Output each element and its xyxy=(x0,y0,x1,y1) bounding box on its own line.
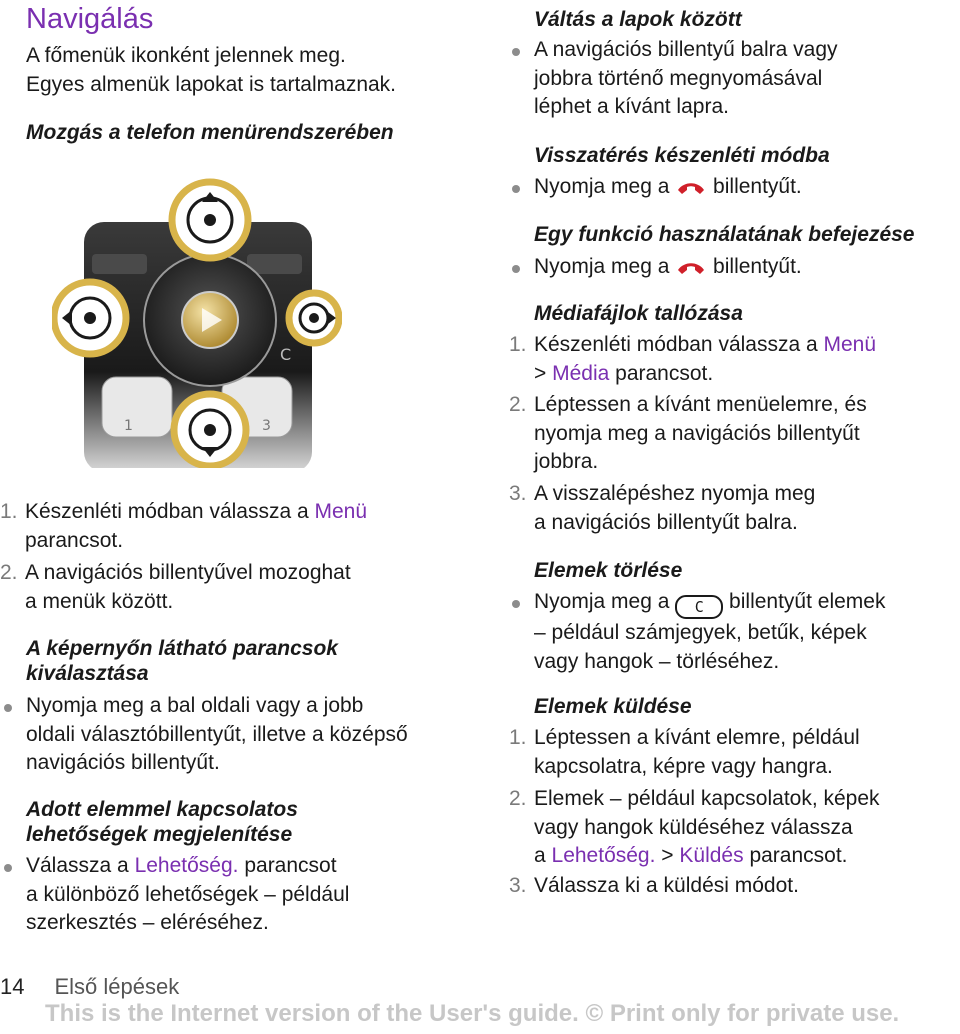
heading-send: Elemek küldése xyxy=(534,695,692,718)
watermark: This is the Internet version of the User's guide. © Print only for private use. xyxy=(45,1000,900,1027)
page-footer xyxy=(0,974,179,1000)
menu-step-1: 1. Készenléti módban válassza a Menü parancsot. xyxy=(0,500,368,552)
nav-right-button xyxy=(289,293,339,343)
svg-text:C: C xyxy=(280,345,292,364)
heading-media-browse: Médiafájlok tallózása xyxy=(534,302,743,325)
send-step-1: 1. Léptessen a kívánt elemre, például kapcsolatra, képre vagy hangra. xyxy=(509,726,860,778)
end-call-icon xyxy=(675,257,707,277)
options-link: Lehetőség. xyxy=(134,854,239,877)
phone-navigation-illustration xyxy=(52,172,342,468)
delete-bullet: Nyomja meg a C billentyűt elemek – például számjegyek, betűk, képek vagy hangok – törléséhez. xyxy=(509,588,885,676)
heading-menu-navigation: Mozgás a telefon menürendszerében xyxy=(26,121,394,144)
page-title: Navigálás xyxy=(26,3,154,35)
section-name: Első lépések xyxy=(54,974,180,999)
heading-end-function: Egy funkció használatának befejezése xyxy=(534,223,915,246)
end-call-icon xyxy=(675,177,707,197)
nav-down-button xyxy=(174,394,246,466)
heading-standby: Visszatérés készenléti módba xyxy=(534,144,830,167)
media-step-1: 1. Készenléti módban válassza a Menü > Média parancsot. xyxy=(509,333,877,385)
send-step-2: 2. Elemek – például kapcsolatok, képek vagy hangok küldéséhez válassza a Lehetőség. > Küldés parancsot. xyxy=(509,787,880,867)
intro-line-2: Egyes almenük lapokat is tartalmaznak. xyxy=(26,73,397,96)
select-bullet: Nyomja meg a bal oldali vagy a jobb oldali választóbillentyűt, illetve a középső navigációs billentyűt. xyxy=(1,692,408,778)
end-function-bullet: Nyomja meg a billentyűt. xyxy=(509,253,802,282)
nav-up-button xyxy=(172,182,248,258)
page-number: 14 xyxy=(0,974,25,999)
menu-link: Menü xyxy=(314,500,368,523)
heading-options: Adott elemmel kapcsolatos lehetőségek megjelenítése xyxy=(26,798,298,846)
heading-switch-tabs: Váltás a lapok között xyxy=(534,8,742,31)
media-step-2: 2. Léptessen a kívánt menüelemre, és nyomja meg a navigációs billentyűt jobbra. xyxy=(509,393,867,473)
svg-text:1: 1 xyxy=(124,418,133,434)
c-key-icon: C xyxy=(675,595,723,619)
menu-step-2: 2. A navigációs billentyűvel mozoghat a menük között. xyxy=(0,561,351,613)
heading-select-commands: A képernyőn látható parancsok kiválasztása xyxy=(26,637,338,685)
intro-line-1: A főmenük ikonként jelennek meg. xyxy=(26,44,346,67)
svg-text:3: 3 xyxy=(262,418,271,434)
tabs-bullet: A navigációs billentyű balra vagy jobbra történő megnyomásával léphet a kívánt lapra. xyxy=(509,36,838,122)
options-bullet: Válassza a Lehetőség. parancsot a különböző lehetőségek – például szerkesztés – eléréséhez. xyxy=(1,852,349,938)
send-step-3: 3. Válassza ki a küldési módot. xyxy=(509,874,799,897)
standby-bullet: Nyomja meg a billentyűt. xyxy=(509,173,802,202)
nav-left-button xyxy=(54,282,126,354)
media-step-3: 3. A visszalépéshez nyomja meg a navigációs billentyűt balra. xyxy=(509,482,816,534)
heading-delete: Elemek törlése xyxy=(534,559,683,582)
